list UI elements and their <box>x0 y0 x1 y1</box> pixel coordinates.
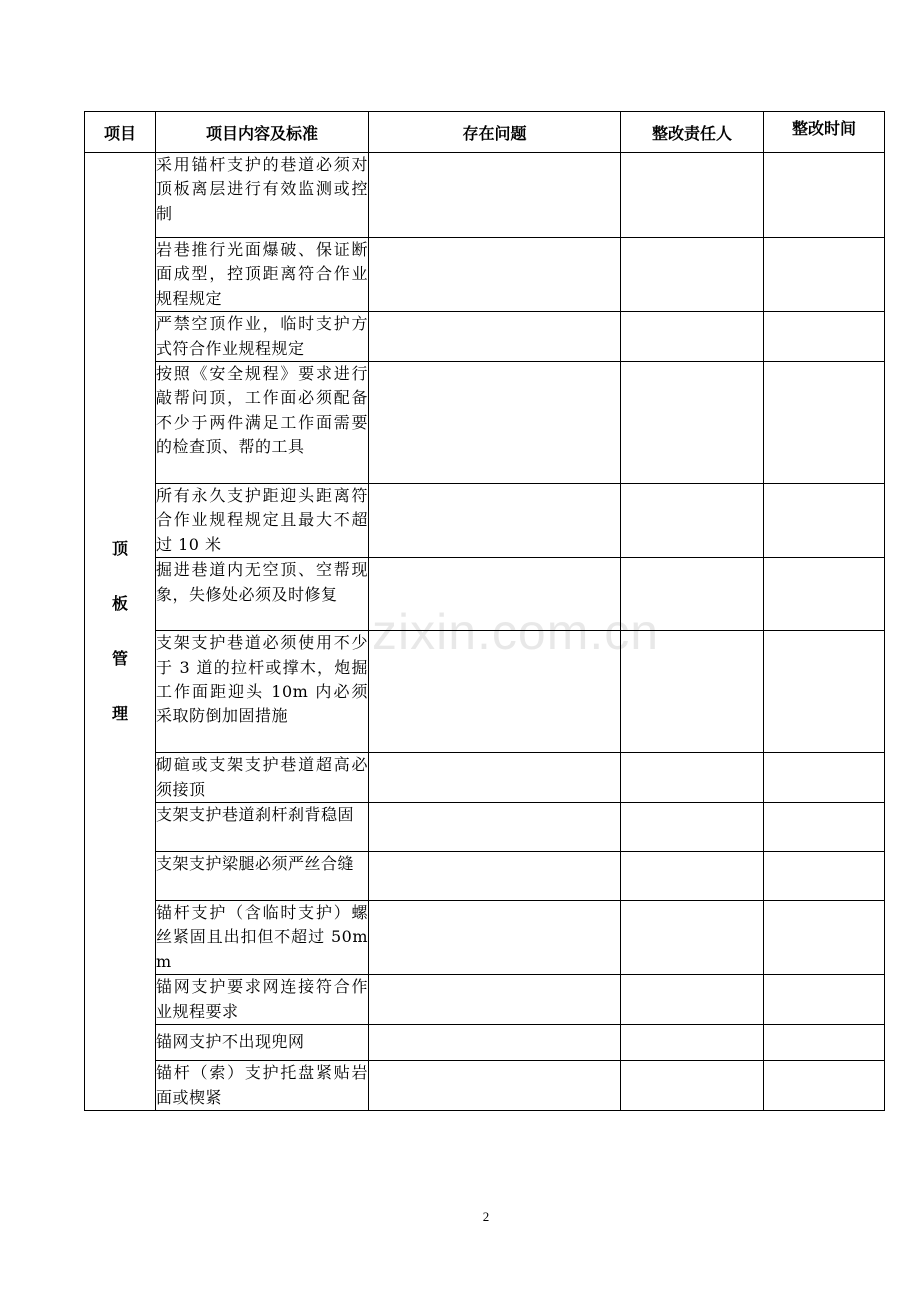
deadline-cell <box>764 975 885 1025</box>
responsible-cell <box>621 238 764 312</box>
issues-cell <box>369 852 621 901</box>
issues-cell <box>369 975 621 1025</box>
page-number: 2 <box>482 1209 490 1224</box>
issues-cell <box>369 753 621 803</box>
content-cell: 锚杆（索）支护托盘紧贴岩面或楔紧 <box>156 1061 369 1111</box>
deadline-cell <box>764 153 885 238</box>
issues-cell <box>369 238 621 312</box>
content-cell: 采用锚杆支护的巷道必须对顶板离层进行有效监测或控制 <box>156 153 369 238</box>
responsible-cell <box>621 852 764 901</box>
content-cell: 锚杆支护（含临时支护）螺丝紧固且出扣但不超过 50mm <box>156 901 369 975</box>
issues-cell <box>369 901 621 975</box>
content-cell: 掘进巷道内无空顶、空帮现象，失修处必须及时修复 <box>156 558 369 631</box>
deadline-cell <box>764 238 885 312</box>
table-row <box>85 362 885 484</box>
table-row <box>85 975 885 1025</box>
category-char: 板 <box>111 594 128 614</box>
responsible-cell <box>621 362 764 484</box>
issues-cell <box>369 1061 621 1111</box>
table-row <box>85 153 885 238</box>
responsible-cell <box>621 803 764 852</box>
table-header-row <box>85 112 885 153</box>
deadline-cell <box>764 901 885 975</box>
issues-cell <box>369 558 621 631</box>
category-char: 管 <box>111 649 128 669</box>
category-char: 顶 <box>111 539 128 559</box>
header-deadline: 整改时间 <box>764 112 885 153</box>
deadline-cell <box>764 803 885 852</box>
content-cell: 支架支护梁腿必须严丝合缝 <box>156 852 369 901</box>
responsible-cell <box>621 558 764 631</box>
responsible-cell <box>621 631 764 753</box>
issues-cell <box>369 362 621 484</box>
table-row <box>85 312 885 362</box>
header-issues: 存在问题 <box>369 112 621 153</box>
deadline-cell <box>764 1061 885 1111</box>
content-cell: 锚网支护不出现兜网 <box>156 1025 369 1061</box>
table-row <box>85 1025 885 1061</box>
responsible-cell <box>621 1061 764 1111</box>
table-row <box>85 484 885 558</box>
table-row <box>85 558 885 631</box>
header-item: 项目 <box>85 112 156 153</box>
issues-cell <box>369 484 621 558</box>
responsible-cell <box>621 153 764 238</box>
responsible-cell <box>621 1025 764 1061</box>
content-cell: 按照《安全规程》要求进行敲帮问顶，工作面必须配备不少于两件满足工作面需要的检查顶、帮的工具 <box>156 362 369 484</box>
responsible-cell <box>621 312 764 362</box>
deadline-cell <box>764 631 885 753</box>
responsible-cell <box>621 901 764 975</box>
header-responsible: 整改责任人 <box>621 112 764 153</box>
content-cell: 岩巷推行光面爆破、保证断面成型，控顶距离符合作业规程规定 <box>156 238 369 312</box>
table-row <box>85 901 885 975</box>
table-row <box>85 852 885 901</box>
header-content: 项目内容及标准 <box>156 112 369 153</box>
inspection-table <box>84 111 885 1111</box>
deadline-cell <box>764 362 885 484</box>
issues-cell <box>369 803 621 852</box>
category-char: 理 <box>111 704 128 724</box>
category-cell <box>85 153 156 1111</box>
table-row <box>85 631 885 753</box>
deadline-cell <box>764 312 885 362</box>
watermark: zixin.com.cn <box>372 604 660 660</box>
table-row <box>85 803 885 852</box>
deadline-cell <box>764 753 885 803</box>
issues-cell <box>369 631 621 753</box>
issues-cell <box>369 153 621 238</box>
content-cell: 严禁空顶作业，临时支护方式符合作业规程规定 <box>156 312 369 362</box>
table-row <box>85 1061 885 1111</box>
responsible-cell <box>621 975 764 1025</box>
table-row <box>85 753 885 803</box>
content-cell: 砌碹或支架支护巷道超高必须接顶 <box>156 753 369 803</box>
content-cell: 所有永久支护距迎头距离符合作业规程规定且最大不超过 10 米 <box>156 484 369 558</box>
deadline-cell <box>764 1025 885 1061</box>
deadline-cell <box>764 852 885 901</box>
content-cell: 锚网支护要求网连接符合作业规程要求 <box>156 975 369 1025</box>
deadline-cell <box>764 558 885 631</box>
issues-cell <box>369 312 621 362</box>
responsible-cell <box>621 753 764 803</box>
content-cell: 支架支护巷道必须使用不少于 3 道的拉杆或撑木，炮掘工作面距迎头 10m 内必须采取防倒加固措施 <box>156 631 369 753</box>
table-row <box>85 238 885 312</box>
content-cell: 支架支护巷道刹杆刹背稳固 <box>156 803 369 852</box>
responsible-cell <box>621 484 764 558</box>
issues-cell <box>369 1025 621 1061</box>
deadline-cell <box>764 484 885 558</box>
